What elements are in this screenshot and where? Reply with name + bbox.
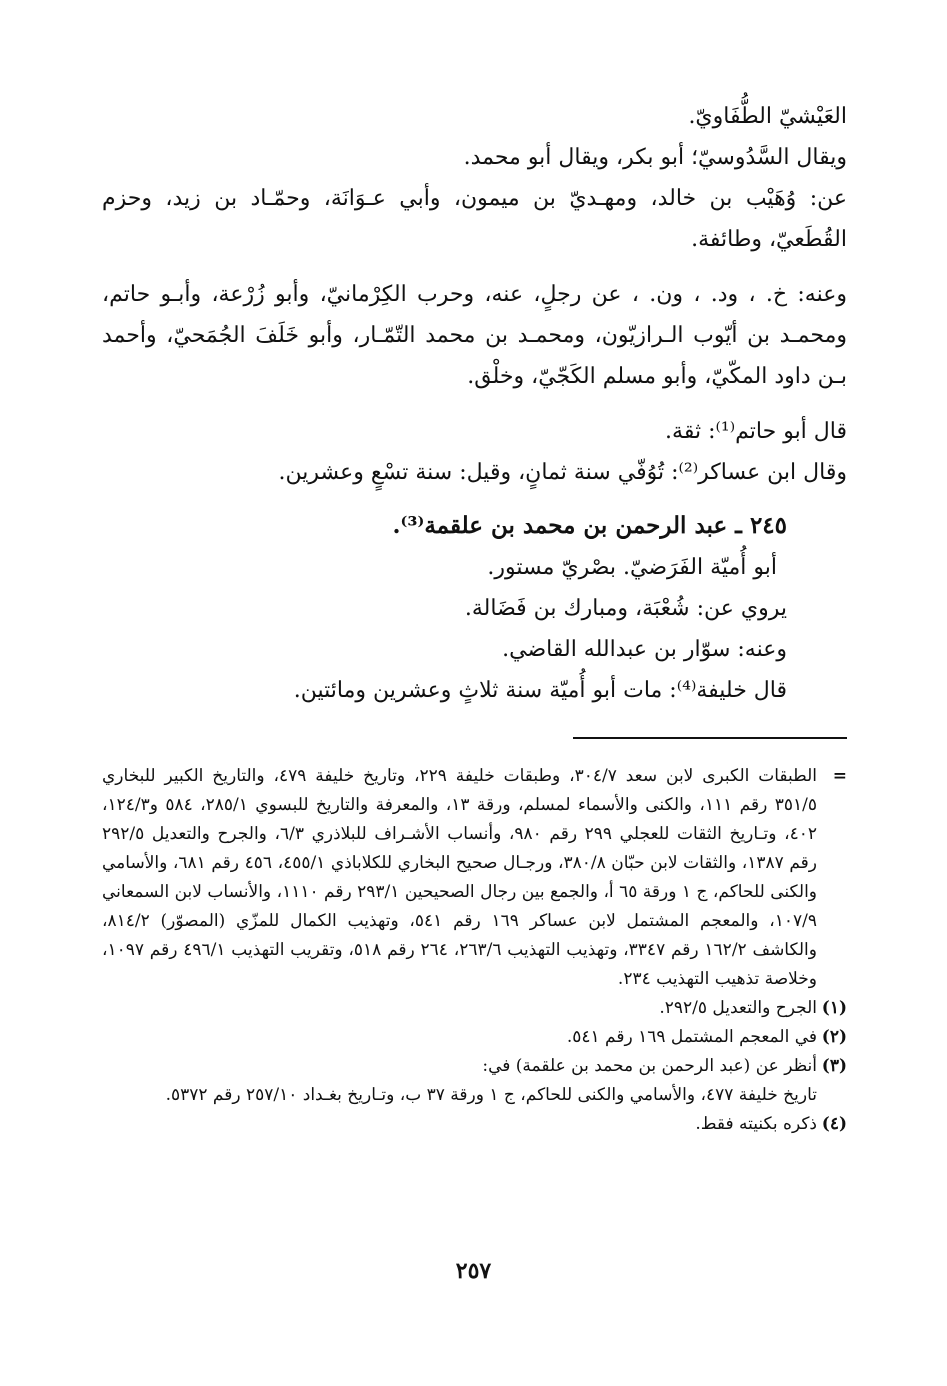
continuation-marker: = — [832, 766, 847, 786]
footnote-text: الطبقات الكبرى لابن سعد ٣٠٤/٧، وطبقات خليفة ٢٢٩، وتاريخ خليفة ٤٧٩، والتاريخ الكبير للبخاري ٣٥١/٥ رقم ١١١، والكنى والأسماء لمسلم، ورقة ١٣، والمعرفة والتاريخ للبسوي ٢٨٥/١، ٥٨٤ و١٢٤/٣، ٤٠٢، وتـاريخ الثقات للعجلي ٢٩٩ رقم ٩٨٠، وأنساب الأشـراف للبلاذري ٦/٣، والجرح والتعديل ٢٩٢/٥ رقم ١٣٨٧، والثقات لابن حبّان ٣٨٠/٨، ورجـال صحيح البخاري للكلاباذي ٤٥٥/١، ٤٥٦ رقم ٦٨١، والأسامي والكنى للحاكم، ج ١ ورقة ٦٥ أ، والجمع بين رجال الصحيحين ٢٩٣/١ رقم ١١١٠، والأنساب لابن السمعاني ١٠٧/٩، والمعجم المشتمل لابن عساكر ١٦٩ رقم ٥٤١، وتهذيب الكمال للمزّي (المصوّر) ٨١٤/٢، والكاشف ١٦٢/٢ رقم ٣٣٤٧، وتهذيب التهذيب ٢٦٣/٦، ٢٦٤ رقم ٥١٨، وتقريب التهذيب ٤٩٦/١ رقم ١٠٩٧، وخلاصة تذهيب التهذيب ٢٣٤. — [102, 766, 818, 989]
text-line: قال خليفة⁽⁴⁾: مات أبو أُميّة سنة ثلاثٍ وعشرين ومائتين. — [293, 678, 787, 703]
footnote-text: في المعجم المشتمل ١٦٩ رقم ٥٤١. — [566, 1027, 817, 1047]
entry-heading: ٢٤٥ ـ عبد الرحمن بن محمد بن علقمة⁽³⁾. — [392, 512, 787, 539]
footnote-number: (١) — [821, 998, 847, 1018]
text-line: أبو أُميّة الفَرَضيّ. بصْريّ مستور. — [487, 555, 777, 580]
footnotes — [102, 762, 847, 1139]
footnote-continuation — [102, 762, 847, 994]
footnote-4 — [102, 1110, 847, 1139]
footnote-text: الجرح والتعديل ٢٩٢/٥. — [659, 998, 817, 1018]
text-line: ويقال السَّدُوسيّ؛ أبو بكر، ويقال أبو محمد. — [463, 145, 847, 170]
text-line: وعنه: سوّار بن عبدالله القاضي. — [502, 637, 787, 662]
text-line: وعنه: خ. ، ود. ، ون. ، عن رجلٍ، عنه، وحرب الكِرْمانيّ، وأبو زُرْعة، وأبـو حاتم، ومحمـد بن أيّوب الـرازيّون، ومحمـد بن محمد التّمّـار، وأبو خَلَفَ الجُمَحيّ، وأحمد بـن داود المكّيّ، وأبو مسلم الكَجّيّ، وخلْق. — [102, 282, 847, 389]
footnote-text-line: تاريخ خليفة ٤٧٧، والأسامي والكنى للحاكم، ج ١ ورقة ٣٧ ب، وتـاريخ بغـداد ٢٥٧/١٠ رقم ٥٣٧٢. — [165, 1085, 817, 1105]
text-line: قال أبو حاتم⁽¹⁾: ثقة. — [665, 419, 847, 444]
footnote-number: (٣) — [821, 1056, 847, 1076]
text-line: العَيْشيّ الطُّفَاويّ. — [688, 104, 847, 129]
footnote-text-line: أنظر عن (عبد الرحمن بن محمد بن علقمة) في: — [482, 1056, 817, 1076]
footnote-2 — [102, 1023, 847, 1052]
main-text-block — [102, 96, 847, 711]
footnote-text: ذكره بكنيته فقط. — [695, 1114, 817, 1134]
text-line: وقال ابن عساكر⁽²⁾: تُوُفّي سنة ثمانٍ، وقيل: سنة تسْعٍ وعشرين. — [278, 460, 847, 485]
footnote-1 — [102, 994, 847, 1023]
footnote-3 — [102, 1052, 847, 1110]
footnote-number: (٤) — [821, 1114, 847, 1134]
footnote-text — [102, 1052, 817, 1110]
text-line: عن: وُهَيْب بن خالد، ومهـديّ بن ميمون، وأبي عـوَانَة، وحمّـاد بن زيد، وحزم القُطَعيّ، وطائفة. — [102, 186, 847, 252]
footnote-number: (٢) — [821, 1027, 847, 1047]
page-number: ٢٥٧ — [455, 1258, 492, 1284]
footnote-divider — [573, 737, 847, 739]
text-line: يروي عن: شُعْبَة، ومبارك بن فَضَالة. — [464, 596, 787, 621]
